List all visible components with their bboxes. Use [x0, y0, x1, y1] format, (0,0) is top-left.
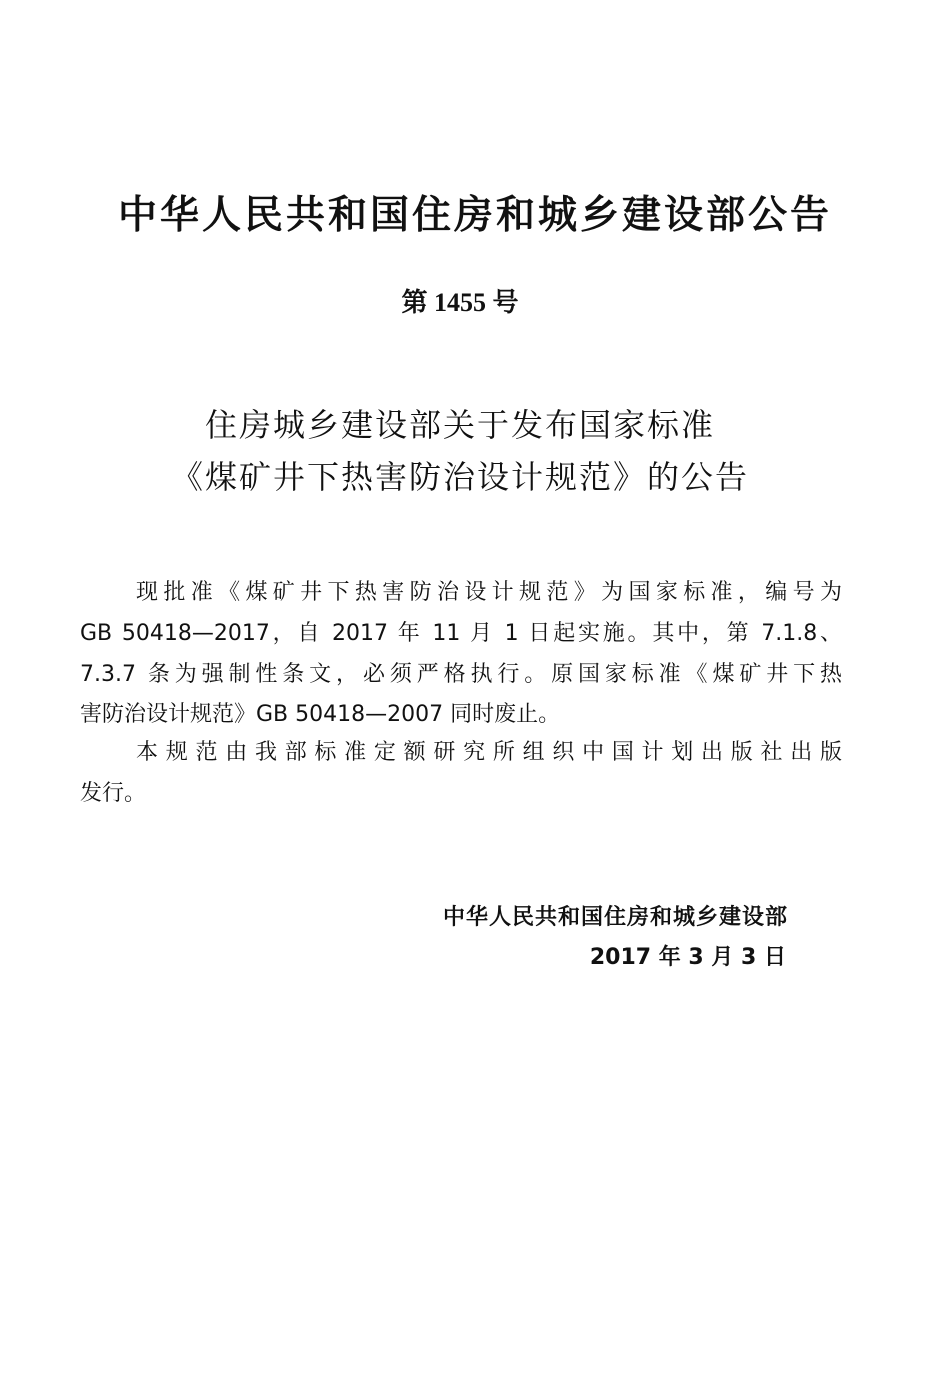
notice-subtitle-line-2: 《煤矿井下热害防治设计规范》的公告 [170, 458, 749, 496]
signature-date: 2017 年 3 月 3 日 [589, 945, 786, 970]
body-paragraph-2-line-1: 本规范由我部标准定额研究所组织中国计划出版社出版 [136, 740, 842, 765]
notice-subtitle-line-1: 住房城乡建设部关于发布国家标准 [204, 406, 715, 444]
signature-organization: 中华人民共和国住房和城乡建设部 [442, 905, 788, 930]
body-paragraph-1-line-4: 害防治设计规范》GB 50418—2007 同时废止。 [80, 702, 561, 727]
body-paragraph-1-line-3: 7.3.7 条为强制性条文，必须严格执行。原国家标准《煤矿井下热 [80, 662, 842, 687]
page-title: 中华人民共和国住房和城乡建设部公告 [117, 193, 832, 238]
body-paragraph-2-line-2: 发行。 [80, 781, 147, 806]
body-paragraph-1-line-2: GB 50418—2017，自 2017 年 11 月 1 日起实施。其中，第 7.1.8、 [80, 621, 842, 646]
notice-number: 第 1455 号 [401, 288, 519, 317]
body-paragraph-1-line-1: 现批准《煤矿井下热害防治设计规范》为国家标准，编号为 [136, 580, 842, 605]
